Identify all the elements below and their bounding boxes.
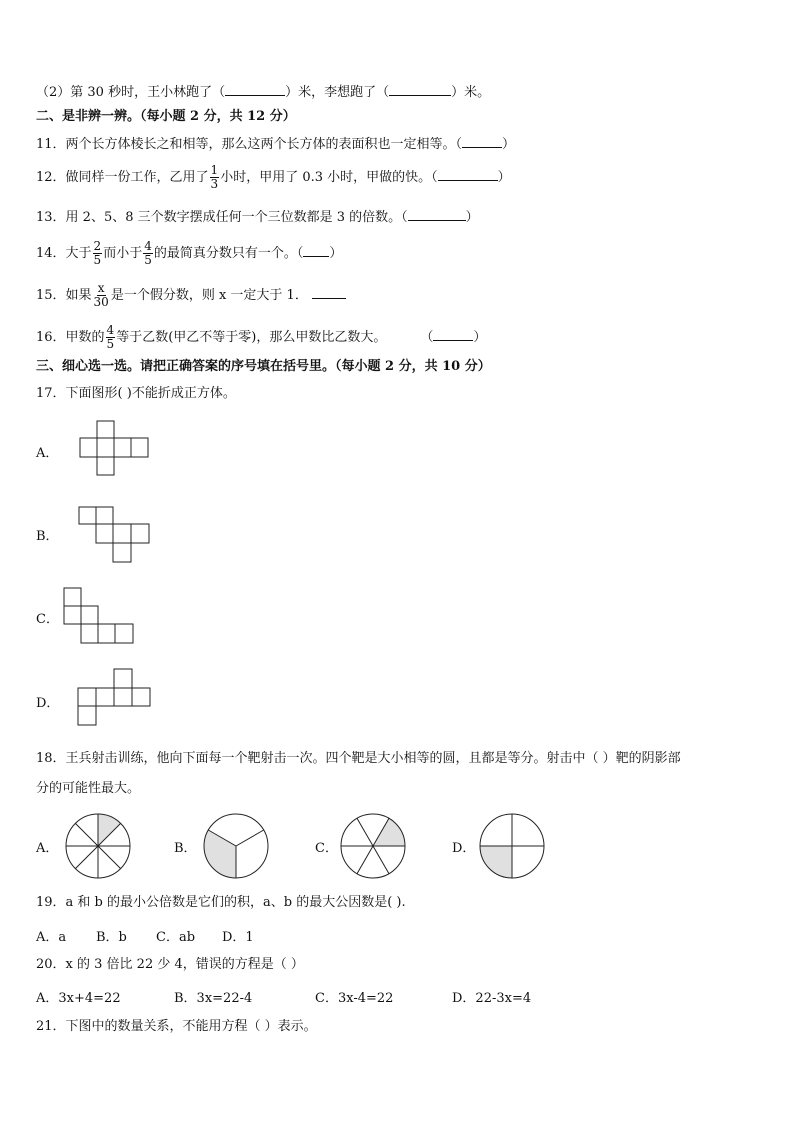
answer-blank[interactable] <box>303 243 329 257</box>
question-14 <box>36 236 342 272</box>
answer-blank[interactable] <box>408 207 466 221</box>
target-option-label-a: A． <box>36 841 59 856</box>
answer-blank[interactable] <box>462 134 502 148</box>
q20-option-d[interactable]: D．22-3x=4 <box>452 991 532 1006</box>
q15-pre: 15．如果 <box>36 288 92 303</box>
question-15 <box>36 278 346 314</box>
question-19: 19．a 和 b 的最小公倍数是它们的积，a、b 的最大公因数是( ). <box>36 895 406 910</box>
question-21: 21．下图中的数量关系，不能用方程（ ）表示。 <box>36 1019 317 1034</box>
q16-paren-open: （ <box>420 330 434 345</box>
fraction-denominator: 30 <box>93 295 109 309</box>
section-3-title: 三、细心选一选。请把正确答案的序号填在括号里。（每小题 2 分，共 10 分） <box>36 359 491 374</box>
question-20: 20．x 的 3 倍比 22 少 4，错误的方程是（ ） <box>36 957 304 972</box>
q15-post: 是一个假分数，则 x 一定大于 1． <box>110 288 308 303</box>
question-17: 17．下面图形( )不能折成正方体。 <box>36 386 236 401</box>
option-label-a: A． <box>36 446 59 461</box>
question-10-part-2 <box>36 82 490 102</box>
q11-end: ） <box>502 137 516 152</box>
cube-net-b[interactable] <box>78 506 152 566</box>
q16-pre: 16．甲数的 <box>36 330 105 345</box>
q14-post: 的最简真分数只有一个。（ <box>153 246 304 261</box>
q11-text: 11．两个长方体棱长之和相等，那么这两个长方体的表面积也一定相等。（ <box>36 137 463 152</box>
question-13 <box>36 207 479 227</box>
cube-net-c[interactable] <box>63 587 137 647</box>
fraction <box>210 164 220 191</box>
target-c-6-parts[interactable] <box>339 812 407 880</box>
section-2-title: 二、是非辨一辨。（每小题 2 分，共 12 分） <box>36 109 296 124</box>
q10-mid: ）米，李想跑了（ <box>285 85 390 100</box>
answer-blank[interactable] <box>433 327 473 341</box>
fraction <box>106 324 116 351</box>
fraction-numerator: 4 <box>106 323 115 337</box>
fraction-denominator: 5 <box>144 253 152 267</box>
target-b-3-parts[interactable] <box>202 812 270 880</box>
q12-end: ） <box>497 170 511 185</box>
question-12 <box>36 160 511 196</box>
target-option-label-d: D． <box>452 841 476 856</box>
q19-option-d[interactable]: D．1 <box>222 930 254 945</box>
fraction-numerator: 1 <box>210 163 219 177</box>
fraction-denominator: 5 <box>93 253 102 267</box>
q16-paren-close: ） <box>473 330 487 345</box>
q20-option-c[interactable]: C．3x-4=22 <box>315 991 394 1006</box>
fraction-denominator: 5 <box>106 337 115 351</box>
q20-option-a[interactable]: A．3x+4=22 <box>36 991 121 1006</box>
answer-blank[interactable] <box>312 285 346 299</box>
q10-suffix: ）米。 <box>451 85 491 100</box>
option-label-d: D． <box>36 696 60 711</box>
fraction-denominator: 3 <box>210 177 219 191</box>
q20-option-b[interactable]: B．3x=22-4 <box>174 991 253 1006</box>
q13-text: 13．用 2、5、8 三个数字摆成任何一个三位数都是 3 的倍数。（ <box>36 210 408 225</box>
q12-pre: 12．做同样一份工作，乙用了 <box>36 170 209 185</box>
q14-end: ） <box>329 246 343 261</box>
q16-post: 等于乙数(甲乙不等于零)，那么甲数比乙数大。 <box>116 330 387 345</box>
fraction-numerator: x <box>97 281 105 295</box>
fraction-numerator: 4 <box>144 239 152 253</box>
target-a-8-parts[interactable] <box>64 812 132 880</box>
fraction <box>143 240 153 267</box>
target-option-label-b: B． <box>174 841 197 856</box>
fraction-numerator: 2 <box>93 239 102 253</box>
q12-post: 小时，甲用了 0.3 小时，甲做的快。（ <box>220 170 438 185</box>
target-option-label-c: C． <box>315 841 338 856</box>
fraction <box>93 282 110 309</box>
question-16 <box>36 320 486 356</box>
question-18-line-2: 分的可能性最大。 <box>36 781 141 796</box>
q10-prefix: （2）第 30 秒时，王小林跑了（ <box>36 85 226 100</box>
fraction <box>93 240 103 267</box>
cube-net-d[interactable] <box>77 668 153 728</box>
question-11 <box>36 134 515 154</box>
q13-end: ） <box>465 210 479 225</box>
q14-mid: 而小于 <box>103 246 143 261</box>
question-18-line-1: 18．王兵射击训练，他向下面每一个靶射击一次。四个靶是大小相等的圆，且都是等分。射击中（ ）靶的阴影部 <box>36 751 681 766</box>
answer-blank[interactable] <box>438 167 498 181</box>
target-d-4-parts[interactable] <box>478 812 546 880</box>
answer-blank[interactable] <box>389 82 451 96</box>
q19-option-a[interactable]: A．a <box>36 930 67 945</box>
option-label-b: B． <box>36 529 59 544</box>
q19-option-b[interactable]: B．b <box>96 930 127 945</box>
q14-pre: 14．大于 <box>36 246 92 261</box>
q19-option-c[interactable]: C．ab <box>156 930 196 945</box>
option-label-c: C． <box>36 612 59 627</box>
cube-net-a[interactable] <box>80 420 152 478</box>
answer-blank[interactable] <box>225 82 285 96</box>
